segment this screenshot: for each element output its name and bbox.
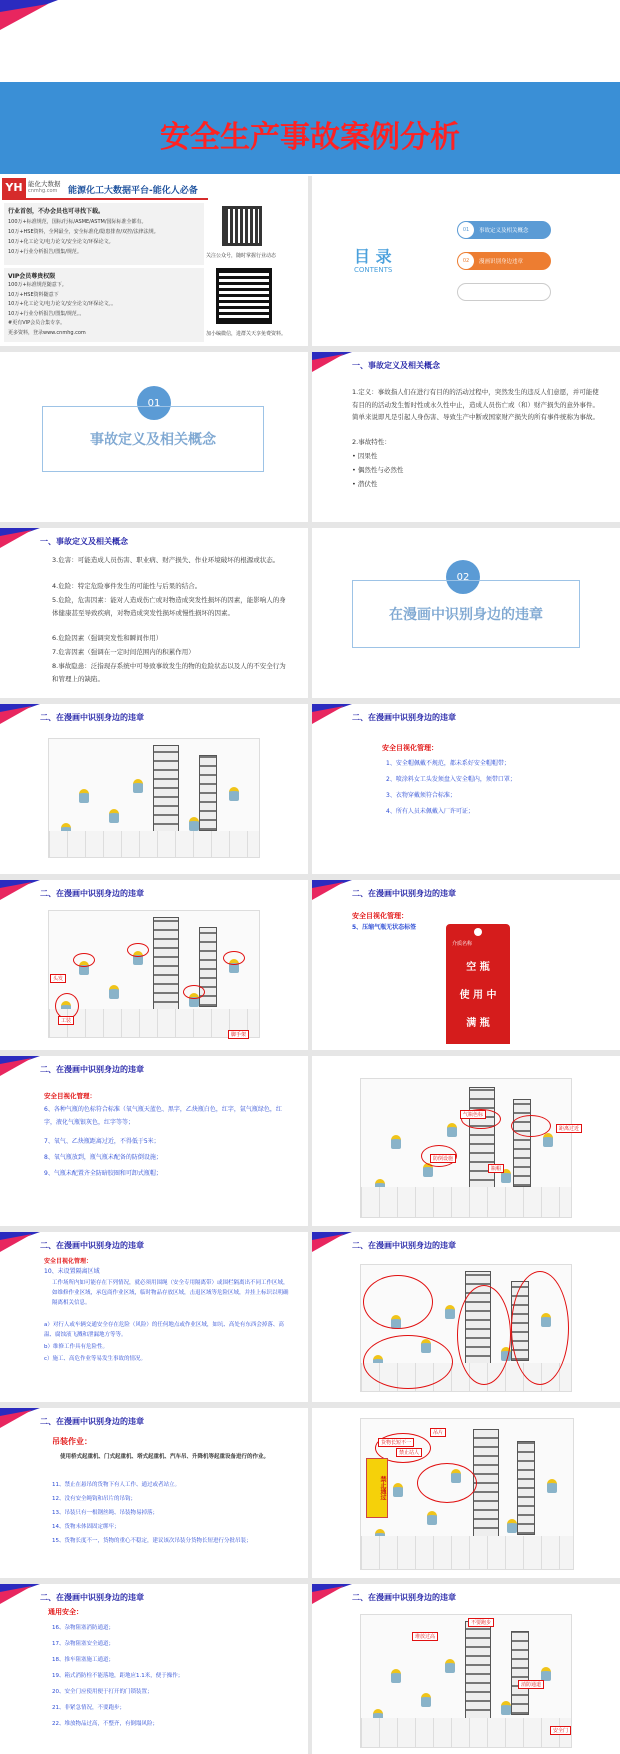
concept-item: 5.危险，危害因素：能对人造成伤亡或对物造成突发性损坏的因素，能影响人的身体健康甚至导致疾病，对物造成突发性损坏或慢性损坏的因素。 xyxy=(52,596,286,617)
rule-item: 12、没有安全绳钩和吊片的吊钩； xyxy=(52,1496,136,1502)
cartoon-annotated-5 xyxy=(312,1584,620,1754)
sign-text: 禁止通过 xyxy=(379,1476,386,1500)
rule-item: 2、喷涂料女工头发须盘入安全帽内，须带口罩； xyxy=(386,776,516,783)
slide-heading: 二、在漫画中识别身边的违章 xyxy=(352,1241,456,1250)
rule-item: 18、推车阻塞施工通道； xyxy=(52,1657,114,1663)
qr-code-1 xyxy=(222,206,262,246)
slide-heading: 二、在漫画中识别身边的违章 xyxy=(40,1065,144,1074)
rule-item: 15、货物长度不一，货物的重心不稳定，建议该次吊装分货物长短进行分批吊装； xyxy=(52,1538,252,1544)
tag-hole xyxy=(474,928,482,936)
rule-item: 19、箱式消防栓不能落地，距地应1.1米，便于操作； xyxy=(52,1673,184,1679)
annotation-label: 工装 xyxy=(58,1016,74,1025)
rule-subitem: a）对行人或车辆交通安全存在危险（风险）的任何地点或作业区域，如坑、高处有东西会掉落、高温、腐蚀液飞溅和泄漏地方等等。 xyxy=(44,1322,284,1338)
rule-item: 11、禁止在悬吊的货物下有人工作、通过或者站立。 xyxy=(52,1482,181,1488)
red-rule xyxy=(2,198,208,200)
rule-item: 8、氧气瓶放到，瓶气瓶未配备的防倒设施； xyxy=(44,1154,162,1161)
industry-item: 10万+HSE资料，全网最全，安全标准化/隐患排查/双控/法律法规。 xyxy=(8,229,159,235)
no-pass-sign xyxy=(366,1458,388,1518)
annotation-label: 距离过近 xyxy=(556,1124,582,1133)
qr2-caption: 加小编微信，进群关天享免费资料。 xyxy=(206,331,287,337)
workshop-cartoon xyxy=(360,1078,572,1218)
rule-item: 6、各种气瓶的色标符合标准（氧气瓶天蓝色、黑字，乙炔瓶白色，红字，氩气瓶绿色，红字，液化气瓶银灰色，红字等等； xyxy=(44,1106,282,1126)
section-number: 02 xyxy=(446,560,480,594)
rule-subitem: b）维修工作具有危险性。 xyxy=(44,1344,108,1350)
toc-title: 目 录 xyxy=(354,247,392,266)
vip-item: 10万+化工论文/电力论文/安全论文/环保论文。。 xyxy=(8,301,117,307)
page-title: 安全生产事故案例分析 xyxy=(160,120,460,155)
rule-item: 22、堆放物品过高，不整齐，有倒塌风险； xyxy=(52,1721,158,1727)
annotation-label: 安全门 xyxy=(550,1726,571,1735)
workshop-cartoon xyxy=(360,1264,572,1392)
corner-decoration xyxy=(312,704,354,732)
slide-heading: 二、在漫画中识别身边的违章 xyxy=(40,1241,144,1250)
annotation-label: 货物长短不一 xyxy=(378,1438,414,1447)
trait-item: • 因果性 xyxy=(352,452,378,460)
visual-mgmt-slide xyxy=(312,704,620,874)
slide-heading: 二、在漫画中识别身边的违章 xyxy=(40,1417,144,1426)
corner-decoration xyxy=(0,0,60,40)
rule-item: 16、杂物阻塞消防通道； xyxy=(52,1625,114,1631)
qr1-caption: 关注公众号，随时掌握行业动态 xyxy=(206,253,277,259)
rule-item: 9、气瓶未配置齐全防暗胶圈和可卸式瓶帽； xyxy=(44,1170,162,1177)
rule-item: 7、氧气、乙炔瓶距离过近，不得低于5米； xyxy=(44,1138,160,1145)
annotation-label: 气瓶色标 xyxy=(460,1110,486,1119)
rule-item: 14、货物未体固固定绑牢； xyxy=(52,1524,120,1530)
ad-panel xyxy=(0,176,308,346)
toc-num: 01 xyxy=(458,222,474,238)
cylinder-status-tag xyxy=(446,924,510,1044)
annotation-label: 吊片 xyxy=(430,1428,446,1437)
traits-label: 2.事故特性： xyxy=(352,438,391,446)
rule-item: 21、非紧急情况，不要跑步； xyxy=(52,1705,125,1711)
vip-item: 100万+标准规范随意下。 xyxy=(8,282,67,288)
industry-item: 100万+标准规范，国标/行标/ASME/ASTM/国际标准全都有。 xyxy=(8,219,147,225)
slide-heading: 二、在漫画中识别身边的违章 xyxy=(352,713,456,722)
workshop-cartoon xyxy=(48,910,260,1038)
rule-subitem: c）施工、高危作业等易发生事故的情况。 xyxy=(44,1356,147,1362)
vip-item: 10万+HSE资料随意下 xyxy=(8,291,59,298)
section-label: 安全目视化管理： xyxy=(352,912,408,920)
toc-label: 漫画识别身边违章 xyxy=(479,259,524,265)
lifting-slide xyxy=(0,1408,308,1578)
corner-decoration xyxy=(0,1408,42,1436)
toc-slide xyxy=(312,176,620,346)
vip-item: 10万+行业分析报告/图集/规范。。 xyxy=(8,310,85,317)
cylinder-tag-slide xyxy=(312,880,620,1050)
gas-rules-slide xyxy=(0,1056,308,1226)
definition-slide xyxy=(312,352,620,522)
corner-decoration xyxy=(0,1584,42,1612)
industry-item: 10万+化工论文/电力论文/安全论文/环保论文。 xyxy=(8,239,114,245)
workshop-cartoon xyxy=(48,738,260,858)
section-title: 在漫画中识别身边的违章 xyxy=(352,580,580,648)
logo-url: cnmhg.com xyxy=(28,188,58,194)
concepts-slide xyxy=(0,528,308,698)
trait-item: • 偶然性与必然性 xyxy=(352,466,404,474)
annotation-label: 头发 xyxy=(50,974,66,983)
corner-decoration xyxy=(312,880,354,908)
section-label: 吊装作业： xyxy=(52,1437,92,1446)
section-02-slide xyxy=(312,528,620,698)
rule-item: 20、安全门应使用便于打开的门锁装置； xyxy=(52,1689,153,1695)
slide-heading: 二、在漫画中识别身边的违章 xyxy=(352,889,456,898)
cartoon-slide-1 xyxy=(0,704,308,874)
toc-item-3[interactable] xyxy=(457,283,551,301)
corner-decoration xyxy=(312,352,354,380)
toc-item-2[interactable] xyxy=(457,252,551,270)
section-01-slide xyxy=(0,352,308,522)
general-safety-slide xyxy=(0,1584,308,1754)
cartoon-annotated-3 xyxy=(312,1232,620,1402)
logo-block xyxy=(2,178,66,198)
concept-item: 8.事故隐患：泛指现存系统中可导致事故发生的物的危险状态以及人的不安全行为和管理上的缺陷。 xyxy=(52,662,286,683)
logo-mark: YH xyxy=(2,178,26,198)
qr-code-2 xyxy=(216,268,272,324)
tag-line: 空 瓶 xyxy=(466,962,490,973)
slide-heading: 一、事故定义及相关概念 xyxy=(352,361,440,370)
cartoon-annotated-2 xyxy=(312,1056,620,1226)
corner-decoration xyxy=(312,1584,354,1612)
concept-item: 6.危险因素（强调突发性和瞬间作用） xyxy=(52,634,163,642)
section-label: 安全目视化管理： xyxy=(44,1258,93,1265)
toc-subtitle: CONTENTS xyxy=(354,266,393,274)
rule-item: 5、压缩气瓶无状态标签 xyxy=(352,924,417,931)
tag-line: 满 瓶 xyxy=(466,1018,490,1029)
slide-heading: 二、在漫画中识别身边的违章 xyxy=(40,889,144,898)
rule-intro: 使用桥式起重机、门式起重机、塔式起重机、汽车吊、升降机等起重设备进行的作业。 xyxy=(60,1454,270,1460)
cartoon-annotated-4 xyxy=(312,1408,620,1578)
annotation-label: 脚手架 xyxy=(228,1030,249,1039)
isolation-slide xyxy=(0,1232,308,1402)
toc-item-1[interactable] xyxy=(457,221,551,239)
section-label: 通用安全： xyxy=(48,1608,83,1616)
concept-item: 7.危害因素（强调在一定时间范围内的积累作用） xyxy=(52,648,195,656)
annotation-label: 堆放过高 xyxy=(412,1632,438,1641)
vip-box xyxy=(4,268,204,342)
trait-item: • 潜伏性 xyxy=(352,480,378,488)
rule-item: 13、吊装只有一根钢丝绳、吊装物易掉落； xyxy=(52,1510,158,1516)
tag-line: 使 用 中 xyxy=(459,990,497,1001)
industry-item: 10万+行业分析报告/图集/规范。 xyxy=(8,249,82,255)
slide-heading: 二、在漫画中识别身边的违章 xyxy=(352,1593,456,1602)
corner-decoration xyxy=(0,1056,42,1084)
definition-text: 1.定义：事故指人们在进行有目的的活动过程中，突然发生的违反人们意愿，并可能使有目的的活动发生暂时性或永久性中止，造成人员伤亡或（和）财产损失的意外事件。简单来说即凡是引起人身伤害、导致生产中断或国家财产损失的所有事件统称为事故。 xyxy=(352,388,599,421)
annotation-label: 不要跑步 xyxy=(468,1618,494,1627)
concept-item: 3.危害：可能造成人员伤害、职业病、财产损失、作业环境破坏的根源或状态。 xyxy=(52,556,280,564)
toc-num: 02 xyxy=(458,253,474,269)
section-label: 安全目视化管理： xyxy=(44,1092,96,1100)
platform-name: 能源化工大数据平台-能化人必备 xyxy=(68,186,198,196)
slide-heading: 一、事故定义及相关概念 xyxy=(40,537,128,546)
rule-item: 1、安全帽佩戴不规范，都未系好安全帽帽带； xyxy=(386,760,510,767)
annotation-label: 瓶帽 xyxy=(488,1164,504,1173)
industry-box xyxy=(4,203,204,265)
section-label: 安全目视化管理： xyxy=(382,744,438,752)
rule-item: 17、杂物阻塞安全通道； xyxy=(52,1641,114,1647)
section-title: 事故定义及相关概念 xyxy=(42,406,264,472)
annotation-label: 防倒设施 xyxy=(430,1154,456,1163)
title-slide xyxy=(0,0,620,176)
corner-decoration xyxy=(312,1232,354,1260)
rule-body: 工作场所内如可能存在下列情况，就必须用围绳（安全专用隔离带）或围栏隔离出不同工作区域，如维修作业区域，承包商作业区域，临时物品存放区域，击退区域等危险区域，并挂上标识以明确隔离相关信息。 xyxy=(52,1280,289,1306)
corner-decoration xyxy=(0,1232,42,1260)
logo-text: 能化大数据 xyxy=(28,180,61,188)
industry-title: 行业首创，不办会员也可寻找下载。 xyxy=(8,208,105,215)
vip-title: VIP会员尊贵权限 xyxy=(8,273,56,280)
cartoon-annotated-1 xyxy=(0,880,308,1050)
rule-item: 4、所有人员未佩戴入厂许可证； xyxy=(386,808,474,815)
section-number: 01 xyxy=(137,386,171,420)
rule-item: 3、衣物穿戴须符合标准； xyxy=(386,792,456,799)
corner-decoration xyxy=(0,704,42,732)
annotation-label: 消防通道 xyxy=(518,1680,544,1689)
corner-decoration xyxy=(0,880,42,908)
annotation-label: 禁止站人 xyxy=(396,1448,422,1457)
slide-heading: 二、在漫画中识别身边的违章 xyxy=(40,1593,144,1602)
slide-heading: 二、在漫画中识别身边的违章 xyxy=(40,713,144,722)
more-link[interactable]: 更多资料，登录www.cnmhg.com xyxy=(8,329,86,336)
toc-label: 事故定义及相关概念 xyxy=(479,228,529,234)
vip-more: #更有VIP会员合集专享。 xyxy=(8,320,66,326)
rule-item: 10、未设置隔离区域 xyxy=(44,1268,100,1275)
concept-item: 4.危险：特定危险事件发生的可能性与后果的结合。 xyxy=(52,582,202,590)
corner-decoration xyxy=(0,528,42,556)
tag-header: 介质名称 xyxy=(452,941,473,947)
